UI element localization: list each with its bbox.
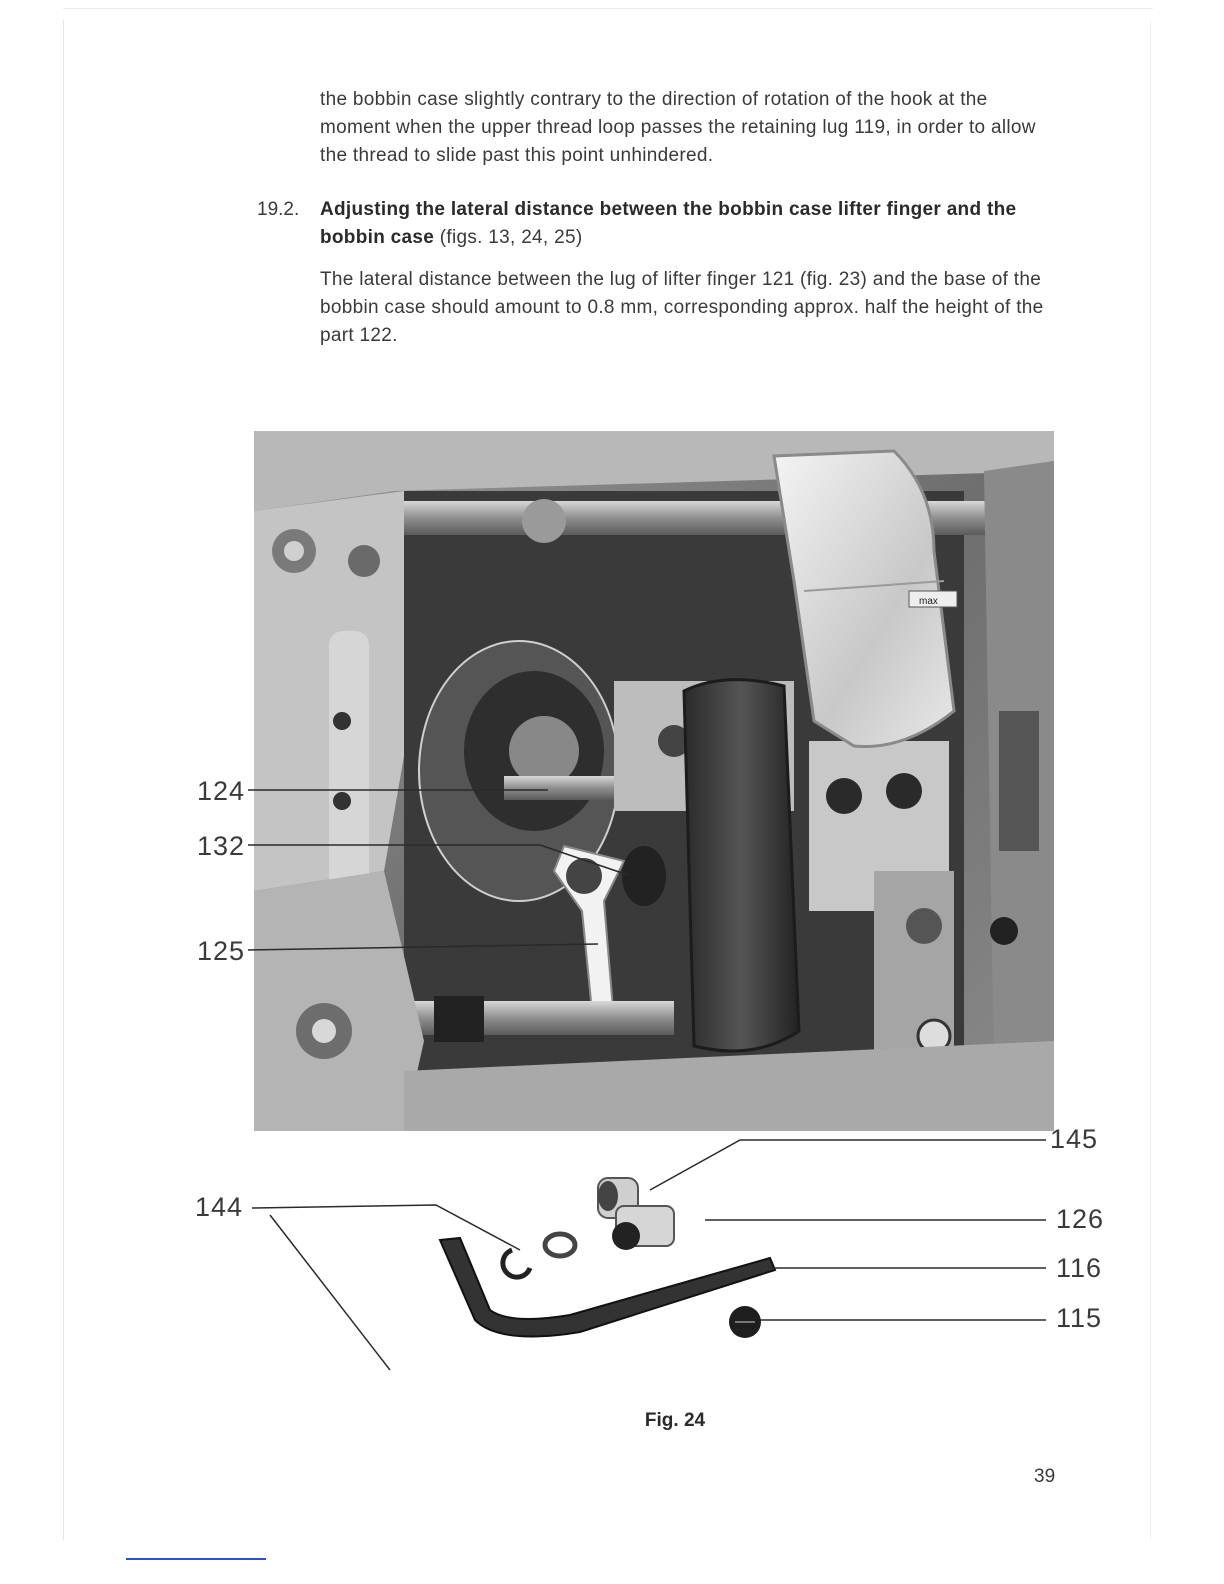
callout-125: 125 <box>197 936 246 966</box>
callout-124: 124 <box>197 776 246 806</box>
callout-145: 145 <box>1050 1124 1099 1154</box>
machine-photo <box>254 431 1054 1131</box>
page-edge-right <box>1150 20 1151 1540</box>
callout-132: 132 <box>197 831 246 861</box>
page-edge-left <box>63 20 64 1540</box>
reservoir-max-mark: max <box>919 596 938 607</box>
callout-144: 144 <box>195 1192 244 1222</box>
bottom-rule <box>126 1558 266 1560</box>
figure-caption: Fig. 24 <box>644 1410 706 1431</box>
page-number: 39 <box>1034 1466 1056 1487</box>
retaining-ring-part <box>503 1250 530 1277</box>
intro-paragraph: the bobbin case slightly contrary to the direction of rotation of the hook at the moment when the upper thread loop passes the retaining lug 119, in order to allow the thread to slide past this point unhindered. <box>320 89 1036 166</box>
lifter-bracket-part <box>440 1238 775 1336</box>
exploded-parts-drawing <box>420 1160 800 1360</box>
callout-116: 116 <box>1056 1253 1103 1283</box>
leader-line-144-extension <box>270 1215 390 1370</box>
callout-126: 126 <box>1056 1204 1105 1234</box>
page-edge-top <box>63 8 1153 9</box>
washer-part <box>545 1234 575 1256</box>
callout-115: 115 <box>1056 1303 1103 1333</box>
section-figure-refs: (figs. 13, 24, 25) <box>439 227 583 248</box>
section-heading <box>320 196 1060 252</box>
section-number: 19.2. <box>257 199 300 220</box>
section-title: Adjusting the lateral distance between the bobbin case lifter finger and the bobbin case <box>320 199 1017 248</box>
body-paragraph: The lateral distance between the lug of lifter finger 121 (fig. 23) and the base of the bobbin case should amount to 0.8 mm, corresponding approx. half the height of the part 122. <box>320 269 1044 346</box>
